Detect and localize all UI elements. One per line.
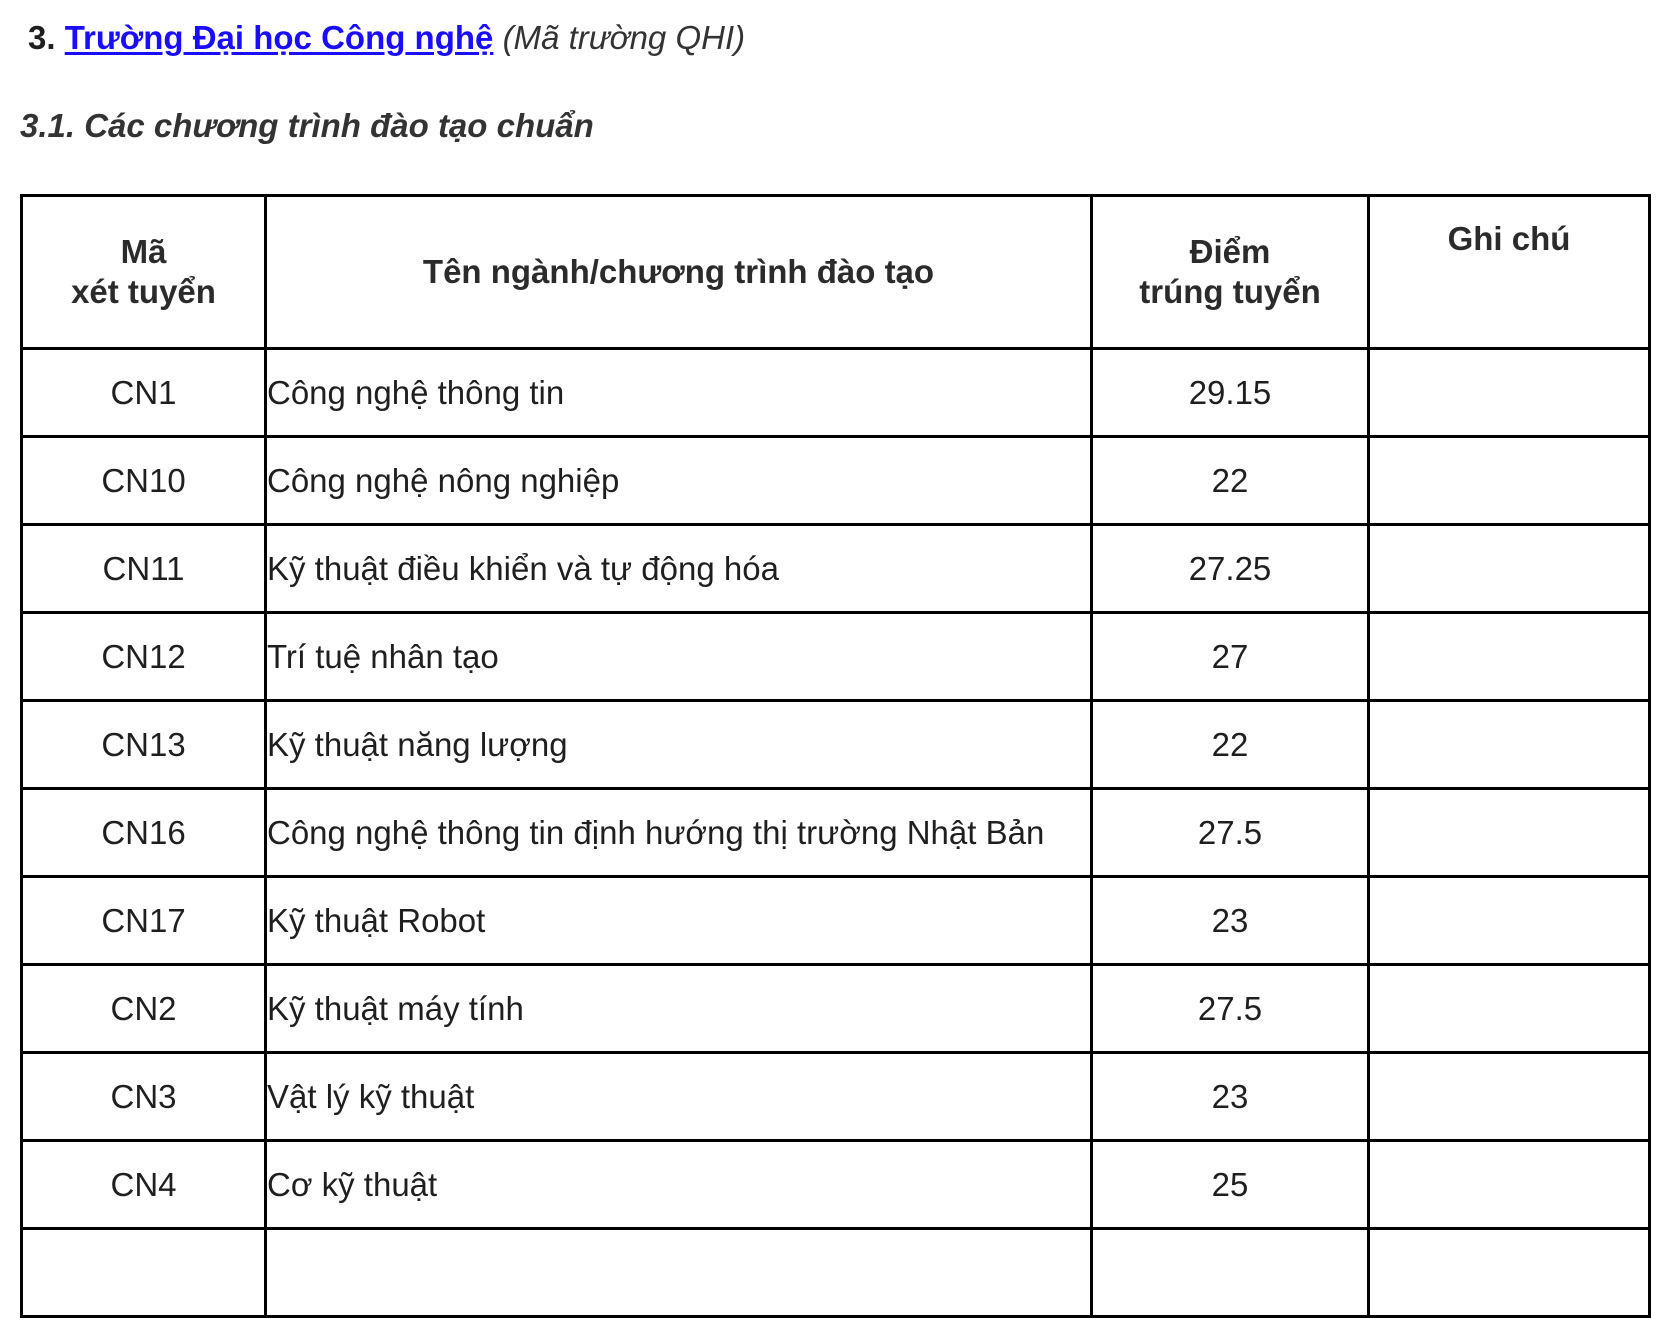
cell-note [1369, 437, 1650, 525]
cell-code: CN11 [22, 525, 266, 613]
header-name-text: Tên ngành/chương trình đào tạo [422, 253, 935, 290]
school-code: (Mã trường QHI) [502, 19, 746, 56]
cell-note [1369, 1053, 1650, 1141]
cell-note [1369, 525, 1650, 613]
table-row [22, 437, 1650, 525]
cell-code: CN2 [22, 965, 266, 1053]
cell-score: 27.5 [1092, 789, 1369, 877]
school-name-link[interactable]: Trường Đại học Công nghệ [64, 19, 494, 56]
cell-note [1369, 613, 1650, 701]
cell-name: Kỹ thuật Robot [266, 877, 1092, 965]
subsection-title: 3.1. Các chương trình đào tạo chuẩn [20, 107, 594, 144]
table-header-row [22, 196, 1650, 349]
cell-note [1369, 1141, 1650, 1229]
cell-code: CN3 [22, 1053, 266, 1141]
cell-code: CN1 [22, 349, 266, 437]
cell-score [1092, 1229, 1369, 1317]
header-score-text: Điểm trúng tuyển [1139, 233, 1321, 310]
cell-name: Công nghệ thông tin định hướng thị trường Nhật Bản [266, 789, 1092, 877]
cell-score: 22 [1092, 437, 1369, 525]
table-row [22, 1229, 1650, 1317]
table-row [22, 613, 1650, 701]
cell-score: 23 [1092, 1053, 1369, 1141]
header-note-text: Ghi chú [1447, 220, 1571, 257]
cell-score: 29.15 [1092, 349, 1369, 437]
cell-score: 25 [1092, 1141, 1369, 1229]
table-row [22, 789, 1650, 877]
cell-name: Công nghệ thông tin [266, 349, 1092, 437]
admission-scores-table [20, 194, 1651, 1318]
header-note [1369, 196, 1650, 349]
cell-note [1369, 877, 1650, 965]
header-score [1092, 196, 1369, 349]
cell-score: 22 [1092, 701, 1369, 789]
cell-name: Kỹ thuật năng lượng [266, 701, 1092, 789]
school-heading [28, 14, 745, 62]
cell-name: Kỹ thuật máy tính [266, 965, 1092, 1053]
table-row [22, 877, 1650, 965]
header-name [266, 196, 1092, 349]
header-code [22, 196, 266, 349]
header-code-text: Mã xét tuyển [71, 233, 216, 310]
cell-code: CN4 [22, 1141, 266, 1229]
cell-code: CN16 [22, 789, 266, 877]
cell-code: CN10 [22, 437, 266, 525]
cell-score: 27.5 [1092, 965, 1369, 1053]
cell-name: Cơ kỹ thuật [266, 1141, 1092, 1229]
section-number: 3. [28, 19, 56, 56]
cell-code: CN13 [22, 701, 266, 789]
cell-note [1369, 349, 1650, 437]
table-row [22, 701, 1650, 789]
cell-name [266, 1229, 1092, 1317]
cell-note [1369, 701, 1650, 789]
cell-note [1369, 965, 1650, 1053]
table-row [22, 1141, 1650, 1229]
table-row [22, 349, 1650, 437]
cell-name: Công nghệ nông nghiệp [266, 437, 1092, 525]
cell-code: CN17 [22, 877, 266, 965]
cell-name: Trí tuệ nhân tạo [266, 613, 1092, 701]
cell-score: 27 [1092, 613, 1369, 701]
table-row [22, 965, 1650, 1053]
cell-code [22, 1229, 266, 1317]
cell-code: CN12 [22, 613, 266, 701]
cell-score: 27.25 [1092, 525, 1369, 613]
table-row [22, 1053, 1650, 1141]
table-row [22, 525, 1650, 613]
cell-note [1369, 789, 1650, 877]
cell-note [1369, 1229, 1650, 1317]
cell-score: 23 [1092, 877, 1369, 965]
cell-name: Vật lý kỹ thuật [266, 1053, 1092, 1141]
cell-name: Kỹ thuật điều khiển và tự động hóa [266, 525, 1092, 613]
